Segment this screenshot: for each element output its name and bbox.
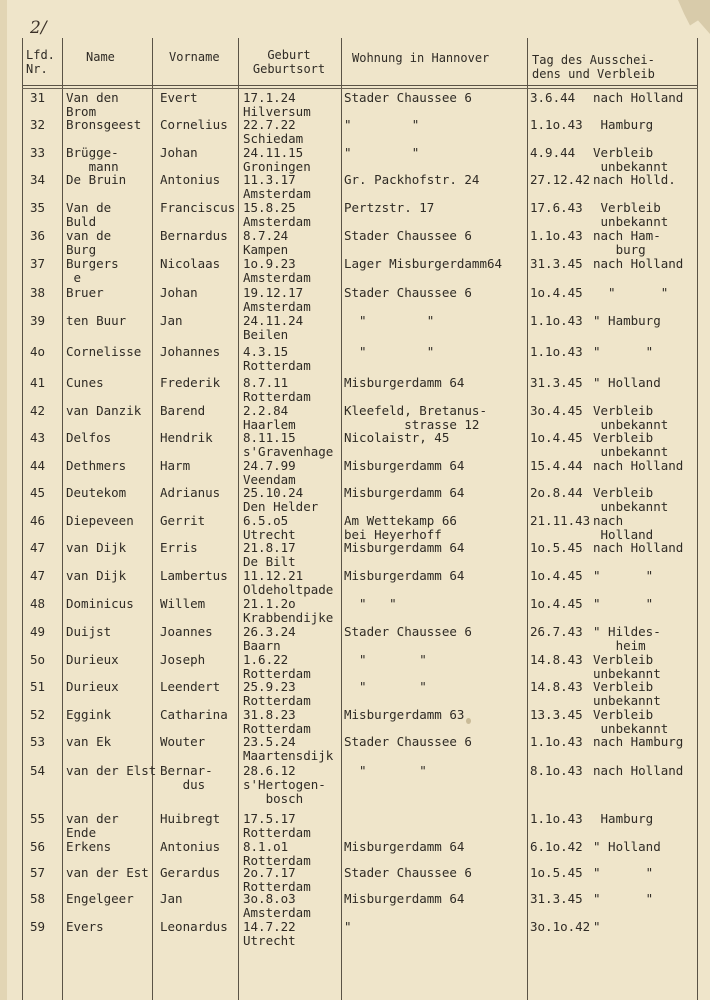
header-rule [22, 85, 698, 86]
whereabouts-cell: " " [593, 285, 669, 300]
whereabouts-cell: nach Holland [593, 458, 684, 473]
whereabouts-cell: nach Holland [593, 763, 684, 778]
address-hannover-cell: " " [344, 763, 427, 778]
birth-date-place-cell: 31.8.23 Rotterdam [243, 707, 311, 736]
surname-cell: Bronsgeest [66, 117, 142, 132]
address-hannover-cell: Misburgerdamm 63 [344, 707, 465, 722]
given-name-cell: Willem [160, 596, 206, 611]
exit-date-cell: 3o.1o.42 [530, 919, 591, 934]
lfd-nr-cell: 41 [30, 375, 46, 390]
exit-date-cell: 1o.4.45 [530, 568, 583, 583]
given-name-cell: Hendrik [160, 430, 213, 445]
whereabouts-cell: Verbleib unbekannt [593, 430, 669, 459]
given-name-cell: Cornelius [160, 117, 228, 132]
lfd-nr-cell: 37 [30, 256, 46, 271]
given-name-cell: Johan [160, 285, 198, 300]
birth-date-place-cell: 8.7.24 Kampen [243, 228, 289, 257]
surname-cell: van de Burg [66, 228, 112, 257]
exit-date-cell: 13.3.45 [530, 707, 583, 722]
birth-date-place-cell: 4.3.15 Rotterdam [243, 344, 311, 373]
given-name-cell: Catharina [160, 707, 228, 722]
exit-date-cell: 3.6.44 [530, 90, 576, 105]
lfd-nr-cell: 31 [30, 90, 46, 105]
column-rule [22, 38, 23, 1000]
exit-date-cell: 1.1o.43 [530, 811, 583, 826]
address-hannover-cell: Stader Chaussee 6 [344, 285, 472, 300]
column-rule [238, 38, 239, 1000]
lfd-nr-cell: 35 [30, 200, 46, 215]
whereabouts-cell: Verbleib unbekannt [593, 652, 661, 681]
surname-cell: Cunes [66, 375, 104, 390]
lfd-nr-cell: 51 [30, 679, 46, 694]
exit-date-cell: 4.9.44 [530, 145, 576, 160]
given-name-cell: Lambertus [160, 568, 228, 583]
birth-date-place-cell: 19.12.17 Amsterdam [243, 285, 311, 314]
exit-date-cell: 31.3.45 [530, 375, 583, 390]
given-name-cell: Harm [160, 458, 191, 473]
lfd-nr-cell: 52 [30, 707, 46, 722]
surname-cell: Burgers e [66, 256, 119, 285]
surname-cell: Dethmers [66, 458, 127, 473]
surname-cell: Brügge- mann [66, 145, 119, 174]
birth-date-place-cell: 22.7.22 Schiedam [243, 117, 304, 146]
exit-date-cell: 1.1o.43 [530, 344, 583, 359]
exit-date-cell: 1.1o.43 [530, 313, 583, 328]
given-name-cell: Gerardus [160, 865, 221, 880]
given-name-cell: Erris [160, 540, 198, 555]
surname-cell: van Danzik [66, 403, 142, 418]
surname-cell: Van den Brom [66, 90, 119, 119]
address-hannover-cell: " " [344, 679, 427, 694]
whereabouts-cell: " Hamburg [593, 313, 661, 328]
given-name-cell: Franciscus [160, 200, 236, 215]
surname-cell: van der Elst [66, 763, 157, 778]
birth-date-place-cell: 25.9.23 Rotterdam [243, 679, 311, 708]
birth-date-place-cell: 26.3.24 Baarn [243, 624, 296, 653]
exit-date-cell: 1.1o.43 [530, 734, 583, 749]
address-hannover-cell: " " [344, 145, 420, 160]
address-hannover-cell: Kleefeld, Bretanus- strasse 12 [344, 403, 487, 432]
whereabouts-cell: " " [593, 344, 654, 359]
whereabouts-cell: Hamburg [593, 117, 654, 132]
given-name-cell: Evert [160, 90, 198, 105]
birth-date-place-cell: 21.1.2o Krabbendijke [243, 596, 334, 625]
address-hannover-cell: Pertzstr. 17 [344, 200, 435, 215]
surname-cell: Diepeveen [66, 513, 134, 528]
birth-date-place-cell: 1.6.22 Rotterdam [243, 652, 311, 681]
address-hannover-cell: Misburgerdamm 64 [344, 891, 465, 906]
exit-date-cell: 15.4.44 [530, 458, 583, 473]
lfd-nr-cell: 33 [30, 145, 46, 160]
birth-date-place-cell: 14.7.22 Utrecht [243, 919, 296, 948]
whereabouts-cell: nach Holland [593, 256, 684, 271]
address-hannover-cell: Misburgerdamm 64 [344, 458, 465, 473]
birth-date-place-cell: 17.5.17 Rotterdam [243, 811, 311, 840]
birth-date-place-cell: 8.1.o1 Rotterdam [243, 839, 311, 868]
birth-date-place-cell: 11.3.17 Amsterdam [243, 172, 311, 201]
header-geburt: Geburt Geburtsort [252, 48, 326, 76]
address-hannover-cell: " " [344, 344, 435, 359]
exit-date-cell: 31.3.45 [530, 891, 583, 906]
lfd-nr-cell: 45 [30, 485, 46, 500]
whereabouts-cell: Verbleib unbekannt [593, 707, 669, 736]
exit-date-cell: 1o.4.45 [530, 285, 583, 300]
whereabouts-cell: nach Holland [593, 540, 684, 555]
whereabouts-cell: " Hildes- heim [593, 624, 661, 653]
header-tag-verbleib: Tag des Ausschei- dens und Verbleib [532, 53, 655, 81]
birth-date-place-cell: 24.7.99 Veendam [243, 458, 296, 487]
lfd-nr-cell: 55 [30, 811, 46, 826]
surname-cell: Durieux [66, 679, 119, 694]
address-hannover-cell: Misburgerdamm 64 [344, 568, 465, 583]
address-hannover-cell: Stader Chaussee 6 [344, 624, 472, 639]
given-name-cell: Joseph [160, 652, 206, 667]
ink-spot [466, 718, 471, 724]
whereabouts-cell: nach Holland [593, 513, 654, 542]
lfd-nr-cell: 46 [30, 513, 46, 528]
lfd-nr-cell: 48 [30, 596, 46, 611]
surname-cell: Bruer [66, 285, 104, 300]
whereabouts-cell: nach Ham- burg [593, 228, 661, 257]
whereabouts-cell: Verbleib unbekannt [600, 200, 669, 229]
address-hannover-cell: Stader Chaussee 6 [344, 734, 472, 749]
header-vorname: Vorname [169, 50, 220, 64]
exit-date-cell: 3o.4.45 [530, 403, 583, 418]
address-hannover-cell: " " [344, 596, 397, 611]
given-name-cell: Wouter [160, 734, 206, 749]
address-hannover-cell: Nicolaistr, 45 [344, 430, 450, 445]
lfd-nr-cell: 43 [30, 430, 46, 445]
whereabouts-cell: " [593, 919, 601, 934]
address-hannover-cell: Misburgerdamm 64 [344, 540, 465, 555]
given-name-cell: Jan [160, 313, 183, 328]
whereabouts-cell: nach Holland [593, 90, 684, 105]
birth-date-place-cell: 11.12.21 Oldeholtpade [243, 568, 334, 597]
whereabouts-cell: Verbleib unbekannt [593, 145, 669, 174]
given-name-cell: Bernardus [160, 228, 228, 243]
surname-cell: Duijst [66, 624, 112, 639]
exit-date-cell: 21.11.43 [530, 513, 591, 528]
birth-date-place-cell: 17.1.24 Hilversum [243, 90, 311, 119]
header-wohnung: Wohnung in Hannover [352, 51, 490, 65]
whereabouts-cell: Hamburg [593, 811, 654, 826]
birth-date-place-cell: 24.11.24 Beilen [243, 313, 304, 342]
exit-date-cell: 14.8.43 [530, 652, 583, 667]
surname-cell: Cornelisse [66, 344, 142, 359]
column-rule [341, 38, 342, 1000]
lfd-nr-cell: 38 [30, 285, 46, 300]
given-name-cell: Leendert [160, 679, 221, 694]
address-hannover-cell: Misburgerdamm 64 [344, 839, 465, 854]
given-name-cell: Antonius [160, 172, 221, 187]
birth-date-place-cell: 3o.8.o3 Amsterdam [243, 891, 311, 920]
header-name: Name [86, 50, 115, 64]
whereabouts-cell: nach Hamburg [593, 734, 684, 749]
column-rule [152, 38, 153, 1000]
exit-date-cell: 6.1o.42 [530, 839, 583, 854]
exit-date-cell: 1o.4.45 [530, 596, 583, 611]
lfd-nr-cell: 57 [30, 865, 46, 880]
lfd-nr-cell: 32 [30, 117, 46, 132]
birth-date-place-cell: 15.8.25 Amsterdam [243, 200, 311, 229]
lfd-nr-cell: 36 [30, 228, 46, 243]
whereabouts-cell: " Holland [593, 839, 661, 854]
whereabouts-cell: " " [593, 568, 654, 583]
surname-cell: van Ek [66, 734, 112, 749]
given-name-cell: Huibregt [160, 811, 221, 826]
surname-cell: van Dijk [66, 540, 127, 555]
address-hannover-cell: " " [344, 117, 420, 132]
surname-cell: De Bruin [66, 172, 127, 187]
surname-cell: Van de Buld [66, 200, 112, 229]
torn-corner [670, 0, 710, 34]
surname-cell: ten Buur [66, 313, 127, 328]
exit-date-cell: 27.12.42 [530, 172, 591, 187]
address-hannover-cell: Am Wettekamp 66 bei Heyerhoff [344, 513, 457, 542]
lfd-nr-cell: 54 [30, 763, 46, 778]
given-name-cell: Bernar- dus [160, 763, 213, 792]
whereabouts-cell: Verbleib unbekannt [593, 679, 661, 708]
lfd-nr-cell: 44 [30, 458, 46, 473]
exit-date-cell: 1.1o.43 [530, 117, 583, 132]
lfd-nr-cell: 47 [30, 540, 46, 555]
given-name-cell: Adrianus [160, 485, 221, 500]
column-rule [527, 38, 528, 1000]
lfd-nr-cell: 34 [30, 172, 46, 187]
surname-cell: Dominicus [66, 596, 134, 611]
whereabouts-cell: " " [593, 865, 654, 880]
exit-date-cell: 8.1o.43 [530, 763, 583, 778]
birth-date-place-cell: 23.5.24 Maartensdijk [243, 734, 334, 763]
exit-date-cell: 2o.8.44 [530, 485, 583, 500]
exit-date-cell: 14.8.43 [530, 679, 583, 694]
whereabouts-cell: " " [593, 596, 654, 611]
birth-date-place-cell: 2.2.84 Haarlem [243, 403, 296, 432]
page-number: 2/ [30, 18, 47, 38]
lfd-nr-cell: 59 [30, 919, 46, 934]
address-hannover-cell: Lager Misburgerdamm64 [344, 256, 503, 271]
birth-date-place-cell: 8.7.11 Rotterdam [243, 375, 311, 404]
exit-date-cell: 26.7.43 [530, 624, 583, 639]
exit-date-cell: 1o.4.45 [530, 430, 583, 445]
whereabouts-cell: " Holland [593, 375, 661, 390]
address-hannover-cell: " [344, 919, 352, 934]
birth-date-place-cell: 8.11.15 s'Gravenhage [243, 430, 334, 459]
given-name-cell: Johan [160, 145, 198, 160]
address-hannover-cell: " " [344, 313, 435, 328]
surname-cell: Delfos [66, 430, 112, 445]
surname-cell: van der Est [66, 865, 149, 880]
exit-date-cell: 1o.5.45 [530, 865, 583, 880]
header-lfd-nr: Lfd. Nr. [26, 48, 55, 76]
birth-date-place-cell: 1o.9.23 Amsterdam [243, 256, 311, 285]
given-name-cell: Antonius [160, 839, 221, 854]
given-name-cell: Barend [160, 403, 206, 418]
birth-date-place-cell: 24.11.15 Groningen [243, 145, 311, 174]
whereabouts-cell: " " [593, 891, 654, 906]
exit-date-cell: 17.6.43 [530, 200, 583, 215]
birth-date-place-cell: 28.6.12 s'Hertogen- bosch [243, 763, 326, 806]
whereabouts-cell: nach Holld. [593, 172, 676, 187]
lfd-nr-cell: 39 [30, 313, 46, 328]
surname-cell: van der Ende [66, 811, 119, 840]
surname-cell: Durieux [66, 652, 119, 667]
address-hannover-cell: Stader Chaussee 6 [344, 90, 472, 105]
exit-date-cell: 1o.5.45 [530, 540, 583, 555]
lfd-nr-cell: 47 [30, 568, 46, 583]
lfd-nr-cell: 4o [30, 344, 46, 359]
whereabouts-cell: Verbleib unbekannt [593, 485, 669, 514]
surname-cell: Erkens [66, 839, 112, 854]
birth-date-place-cell: 2o.7.17 Rotterdam [243, 865, 311, 894]
surname-cell: Engelgeer [66, 891, 134, 906]
address-hannover-cell: Misburgerdamm 64 [344, 375, 465, 390]
whereabouts-cell: Verbleib unbekannt [593, 403, 669, 432]
given-name-cell: Johannes [160, 344, 221, 359]
header-rule [22, 88, 698, 89]
given-name-cell: Leonardus [160, 919, 228, 934]
lfd-nr-cell: 56 [30, 839, 46, 854]
given-name-cell: Nicolaas [160, 256, 221, 271]
lfd-nr-cell: 49 [30, 624, 46, 639]
surname-cell: Eggink [66, 707, 112, 722]
given-name-cell: Gerrit [160, 513, 206, 528]
column-rule [697, 38, 698, 1000]
surname-cell: Evers [66, 919, 104, 934]
address-hannover-cell: Stader Chaussee 6 [344, 865, 472, 880]
exit-date-cell: 31.3.45 [530, 256, 583, 271]
given-name-cell: Frederik [160, 375, 221, 390]
surname-cell: van Dijk [66, 568, 127, 583]
address-hannover-cell: Stader Chaussee 6 [344, 228, 472, 243]
lfd-nr-cell: 42 [30, 403, 46, 418]
surname-cell: Deutekom [66, 485, 127, 500]
address-hannover-cell: " " [344, 652, 427, 667]
birth-date-place-cell: 25.10.24 Den Helder [243, 485, 319, 514]
lfd-nr-cell: 58 [30, 891, 46, 906]
lfd-nr-cell: 53 [30, 734, 46, 749]
address-hannover-cell: Gr. Packhofstr. 24 [344, 172, 480, 187]
lfd-nr-cell: 5o [30, 652, 46, 667]
column-rule [62, 38, 63, 1000]
address-hannover-cell: Misburgerdamm 64 [344, 485, 465, 500]
exit-date-cell: 1.1o.43 [530, 228, 583, 243]
birth-date-place-cell: 6.5.o5 Utrecht [243, 513, 296, 542]
paper-edge [0, 0, 7, 1000]
given-name-cell: Jan [160, 891, 183, 906]
given-name-cell: Joannes [160, 624, 213, 639]
birth-date-place-cell: 21.8.17 De Bilt [243, 540, 296, 569]
